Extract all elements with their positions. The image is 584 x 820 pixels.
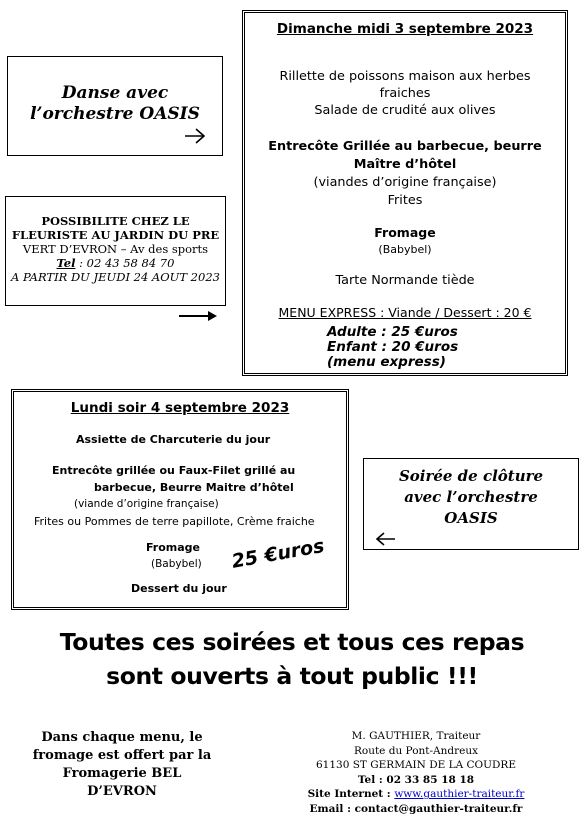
sunday-starter-2: fraiches	[379, 86, 431, 101]
caterer-street: Route du Pont-Andreux	[353, 744, 479, 757]
monday-price: 25 €uros	[230, 534, 327, 573]
monday-menu-box	[11, 389, 349, 610]
headline-line-1: Toutes ces soirées et tous ces repas	[59, 628, 525, 656]
arrow-right-icon	[184, 128, 206, 144]
monday-dessert: Dessert du jour	[131, 582, 227, 595]
sunday-title: Dimanche midi 3 septembre 2023	[276, 21, 534, 37]
monday-starter: Assiette de Charcuterie du jour	[76, 433, 271, 446]
cheese-note	[22, 729, 222, 801]
florist-tel-label: Tel	[56, 256, 76, 270]
caterer-city: 61130 ST GERMAIN DE LA COUDRE	[315, 759, 517, 772]
monday-main-2: barbecue, Beurre Maitre d’hôtel	[94, 481, 294, 494]
florist-line-3: VERT D’EVRON – Av des sports	[22, 242, 209, 256]
cheese-note-line-4: D’EVRON	[87, 784, 157, 799]
monday-title: Lundi soir 4 septembre 2023	[70, 400, 290, 416]
closing-line-1: Soirée de clôture	[398, 467, 544, 485]
dance-line-2: l’orchestre OASIS	[30, 104, 200, 124]
caterer-address	[302, 729, 530, 817]
sunday-child-price: Enfant : 20 €uros	[327, 339, 459, 355]
caterer-email: Email : contact@gauthier-traiteur.fr	[309, 802, 523, 815]
monday-main-3: (viande d’origine française)	[74, 498, 219, 510]
caterer-site-link[interactable]: www.gauthier-traiteur.fr	[394, 788, 525, 801]
sunday-menu-box	[242, 10, 568, 376]
sunday-main-1: Entrecôte Grillée au barbecue, beurre	[268, 139, 542, 154]
sunday-main-3: (viandes d’origine française)	[313, 175, 497, 190]
florist-line-2: FLEURISTE AU JARDIN DU PRE	[11, 228, 220, 242]
florist-box	[5, 196, 226, 306]
caterer-site-label: Site Internet :	[307, 788, 395, 801]
florist-tel	[6, 256, 225, 270]
cheese-note-line-1: Dans chaque menu, le	[41, 730, 203, 745]
headline-line-2: sont ouverts à tout public !!!	[106, 662, 478, 690]
sunday-adult-price: Adulte : 25 €uros	[327, 324, 458, 340]
caterer-site	[302, 787, 530, 802]
sunday-cheese-sub: (Babybel)	[378, 243, 432, 256]
sunday-starter-1: Rillette de poissons maison aux herbes	[279, 69, 531, 84]
dance-box	[7, 56, 223, 156]
monday-cheese: Fromage	[146, 541, 201, 554]
florist-line-1: POSSIBILITE CHEZ LE	[41, 214, 190, 228]
sunday-main-2: Maître d’hôtel	[353, 157, 457, 172]
monday-cheese-sub: (Babybel)	[151, 558, 202, 570]
sunday-express: MENU EXPRESS : Viande / Dessert : 20 €	[278, 305, 532, 320]
sunday-starter-3: Salade de crudité aux olives	[314, 103, 496, 118]
sunday-child-note: (menu express)	[327, 354, 446, 370]
closing-line-2: avec l’orchestre	[404, 488, 538, 506]
monday-main-4: Frites ou Pommes de terre papillote, Crème fraiche	[34, 515, 315, 528]
florist-tel-value: : 02 43 58 84 70	[75, 256, 175, 270]
closing-box	[363, 458, 579, 550]
dance-line-1: Danse avec	[61, 83, 169, 103]
sunday-cheese: Fromage	[374, 225, 436, 240]
headline	[0, 625, 584, 693]
caterer-tel: Tel : 02 33 85 18 18	[357, 773, 475, 786]
florist-date: A PARTIR DU JEUDI 24 AOUT 2023	[11, 270, 220, 284]
monday-main-1: Entrecôte grillée ou Faux-Filet grillé au	[52, 464, 296, 477]
sunday-dessert: Tarte Normande tiède	[335, 273, 475, 288]
cheese-note-line-2: fromage est offert par la	[32, 748, 212, 763]
arrow-left-icon	[374, 532, 396, 546]
closing-line-3: OASIS	[444, 509, 498, 527]
caterer-name: M. GAUTHIER, Traiteur	[351, 730, 481, 742]
arrow-right-icon	[178, 310, 218, 322]
sunday-main-4: Frites	[387, 193, 423, 208]
cheese-note-line-3: Fromagerie BEL	[62, 766, 182, 781]
